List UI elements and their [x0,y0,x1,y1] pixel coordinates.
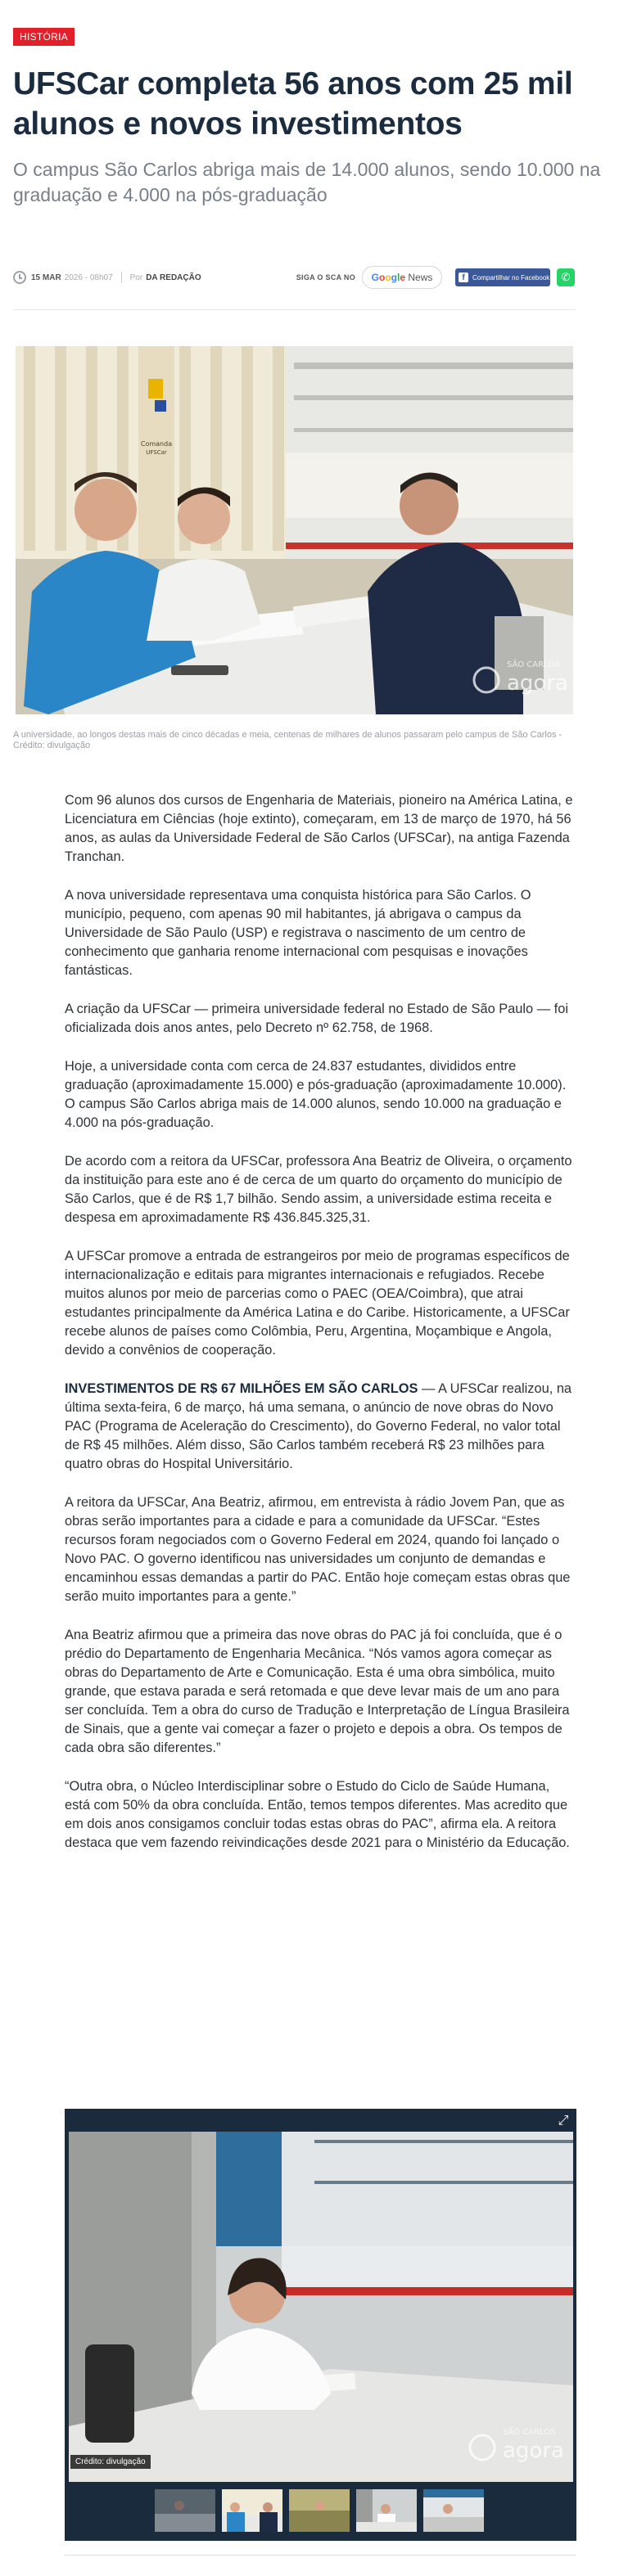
follow-label: SIGA O SCA NO [296,273,355,281]
paragraph: Hoje, a universidade conta com cerca de 24.837 estudantes, divididos entre graduação (aproximadamente 15.000) e pós-graduação (aproximadamente 10.000). O campus São Carlos abriga mais de 14.000 alunos, sendo 10.000 na graduação e 4.000 na pós-graduação. [65,1059,567,1130]
paragraph: A UFSCar promove a entrada de estrangeiros por meio de programas específicos de internacionalização e editais para migrantes internacionais e refugiados. Recebe muitos alunos por meio de parcerias como o PAEC (OEA/Coimbra), que atrai estudantes principalmente da América Latina e do Caribe. Historicamente, a UFSCar recebe alunos de países como Colômbia, Peru, Argentina, Moçambique e Angola, devido a convênios de cooperação. [65,1249,570,1358]
whatsapp-share-button[interactable] [557,268,575,286]
gallery-thumbnail[interactable] [423,2489,484,2532]
lead-watermark-word: agora [507,671,568,696]
crosshead: INVESTIMENTOS DE R$ 67 MILHÕES EM SÃO CARLOS [65,1381,418,1396]
photo-gallery [65,2109,576,2541]
gallery-watermark-brand: SÃO CARLOS [503,2428,556,2437]
gallery-thumbnail[interactable] [155,2489,215,2532]
gallery-photo-illustration [69,2132,573,2482]
google-logo: Google [371,272,406,283]
gallery-thumbnail[interactable] [222,2489,282,2532]
clock-icon [13,271,26,284]
lead-photo-caption: A universidade, ao longos destas mais de cinco décadas e meia, centenas de milhares de alunos passaram pelo campus de São Carlos - Crédito: divulgação [13,730,563,750]
header-divider [13,309,575,310]
paragraph: A reitora da UFSCar, Ana Beatriz, afirmou, em entrevista à rádio Jovem Pan, que as obras serão importantes para a cidade e para a comunidade da UFSCar. “Estes recursos foram negociados com o Governo Federal em 2024, quando foi lançado o Novo PAC. O governo identificou nas universidades um conjunto de demandas e encaminhou essas demandas a partir do PAC. Então hoje começam estas obras que serão muito importantes para a gente.” [65,1495,571,1604]
gallery-thumbnail[interactable] [356,2489,417,2532]
publish-date: 15 MAR [31,272,61,282]
paragraph: Ana Beatriz afirmou que a primeira das nove obras do PAC já foi concluída, que é o prédio do Departamento de Engenharia Mecânica. “Nós vamos agora começar as obras do Departamento de Arte e Comunicação. Esta é uma obra simbólica, muito grande, que estava parada e será retomada e que deve levar mais de um ano para ser concluída. Tem a obra do curso de Tradução e Interpretação de Língua Brasileira de Sinais, que a gente vai começar a fazer o projeto e depois a obra. Os tempos de cada obra são diferentes.” [65,1628,570,1755]
subheadline: O campus São Carlos abriga mais de 14.000 alunos, sendo 10.000 na graduação e 4.000 na pós-graduação [13,159,601,205]
article-meta [13,263,575,291]
footer-divider [65,2555,576,2556]
wall-sign-bottom: UFSCar [146,449,167,456]
lead-photo-illustration [16,346,573,714]
paragraph: A criação da UFSCar — primeira universidade federal no Estado de São Paulo — foi oficializada dois anos antes, pelo Decreto nº 62.758, de 1968. [65,1002,568,1035]
wall-sign-top: Comanda [140,440,173,448]
lead-watermark-brand: SÃO CARLOS [507,660,560,669]
paragraph: “Outra obra, o Núcleo Interdisciplinar sobre o Estudo do Ciclo de Saúde Humana, está com 50% da obra concluída. Então, temos tempos diferentes. Mas acredito que em dois anos consigamos concluir todas estas obras do PAC”, afirma ela. A reitora destaca que vem fazendo reivindicações desde 2021 para o Ministério da Educação. [65,1779,570,1850]
publish-time: 2026 - 08h07 [64,272,113,282]
paragraph: A nova universidade representava uma conquista histórica para São Carlos. O município, pequeno, com apenas 90 mil habitantes, já abrigava o campus da Universidade de São Paulo (USP) e registrava o nascimento de um centro de conhecimento que ganharia renome internacional com pesquisas e inovações fantásticas. [65,888,531,978]
gallery-credit: Crédito: divulgação [70,2455,151,2469]
facebook-share-label: Compartilhar no Facebook [472,273,550,281]
whatsapp-icon: ✆ [561,271,571,283]
gallery-thumbnails [155,2489,484,2532]
gallery-main-photo[interactable] [69,2132,573,2482]
article-header [13,28,606,208]
crosshead-text: — A UFSCar realizou, na última sexta-feira, 6 de março, há uma semana, o anúncio de nove obras do Novo PAC (Programa de Aceleração do Crescimento), do Governo Federal, no valor total de R$ 45 milhões. Além disso, São Carlos também receberá R$ 23 milhões para quatro obras do Hospital Universitário. [65,1381,572,1471]
page-title: UFSCar completa 56 anos com 25 mil alunos e novos investimentos [13,66,573,142]
gallery-thumbnail[interactable] [289,2489,350,2532]
google-news-button[interactable] [362,266,442,289]
facebook-icon: f [459,272,468,282]
google-news-label: News [408,272,433,283]
byline-label: Por [129,272,143,282]
article-body [65,791,576,1872]
category-tag[interactable]: HISTÓRIA [13,28,75,46]
lead-photo[interactable] [16,346,573,714]
expand-icon[interactable]: ⤢ [558,2114,569,2128]
paragraph: Com 96 alunos dos cursos de Engenharia de Materiais, pioneiro na América Latina, e Licenciatura em Ciências (hoje extinto), começaram, em 13 de março de 1970, há 56 anos, as aulas da Universidade Federal de São Carlos (UFSCar), na antiga Fazenda Tranchan. [65,793,573,864]
investment-paragraph [65,1380,576,1474]
meta-divider [121,272,122,283]
ufscar-logo [148,379,163,399]
gallery-watermark-word: agora [503,2439,564,2463]
facebook-share-button[interactable] [455,268,550,286]
author-name[interactable]: DA REDAÇÃO [146,272,201,282]
paragraph: De acordo com a reitora da UFSCar, professora Ana Beatriz de Oliveira, o orçamento da instituição para este ano é de cerca de um quarto do orçamento do município de São Carlos, que é de R$ 1,7 bilhão. Sendo assim, a universidade estima receita e despesa em aproximadamente R$ 436.845.325,31. [65,1154,572,1225]
